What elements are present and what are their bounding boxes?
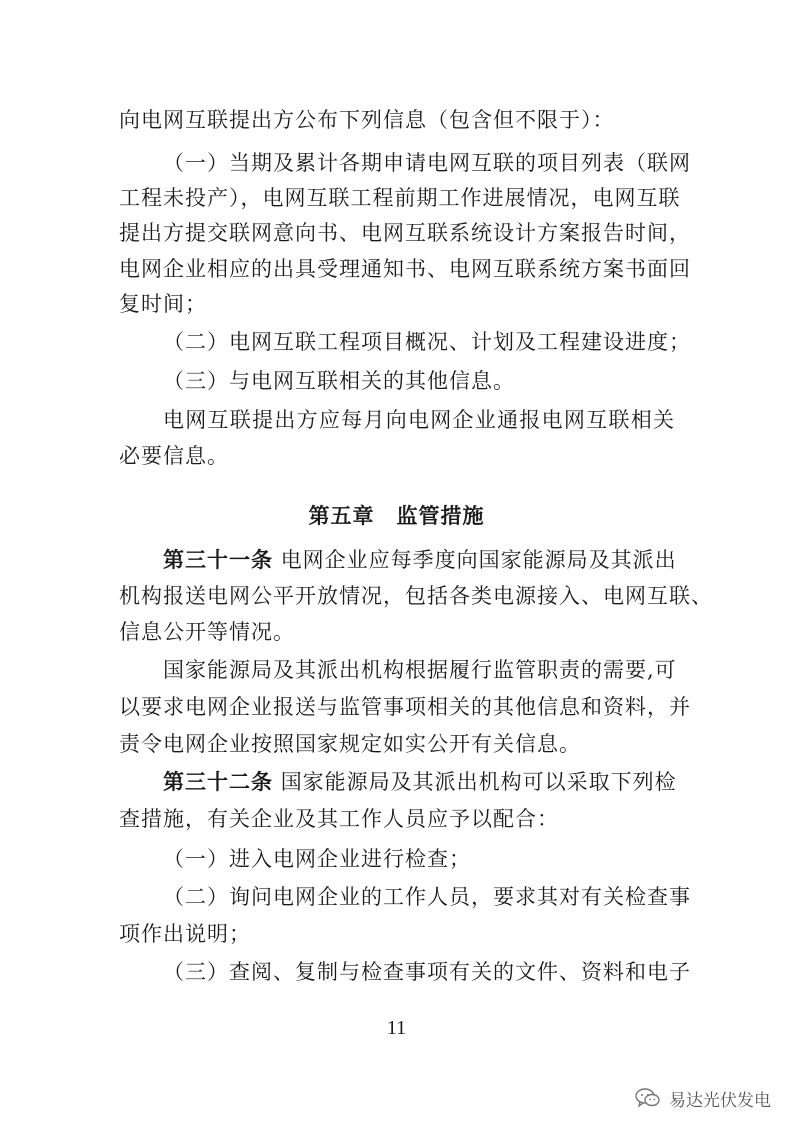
- body-line: 信息公开等情况。: [119, 620, 295, 644]
- list-item-line: （三）与电网互联相关的其他信息。: [163, 369, 515, 393]
- list-item-line: （二）电网互联工程项目概况、计划及工程建设进度；: [163, 330, 691, 354]
- list-item-line: （三）查阅、复制与检查事项有关的文件、资料和电子: [163, 960, 691, 984]
- paragraph-line: 国家能源局及其派出机构根据履行监管职责的需要,可: [163, 658, 677, 682]
- paragraph-line: 电网互联提出方应每月向电网企业通报电网互联相关: [163, 408, 675, 432]
- wechat-icon: [635, 1088, 661, 1108]
- body-line: 项作出说明；: [119, 922, 251, 946]
- body-line: 机构报送电网公平开放情况，包括各类电源接入、电网互联、: [119, 584, 713, 608]
- watermark-text: 易达光伏发电: [669, 1090, 771, 1111]
- list-item-line: （一）当期及累计各期申请电网互联的项目列表（联网: [163, 151, 691, 175]
- article-line: 第三十二条 国家能源局及其派出机构可以采取下列检: [163, 769, 677, 794]
- chapter-heading: 第五章 监管措施: [308, 504, 485, 528]
- article-number: 第三十一条: [163, 547, 273, 572]
- list-item-line: （一）进入电网企业进行检查；: [163, 847, 471, 871]
- article-number: 第三十二条: [163, 769, 273, 794]
- body-line: 以要求电网企业报送与监管事项相关的其他信息和资料，并: [119, 695, 691, 719]
- body-line: 工程未投产），电网互联工程前期工作进展情况，电网互联: [119, 186, 681, 210]
- watermark: [635, 1085, 771, 1111]
- body-line: 向电网互联提出方公布下列信息（包含但不限于）：: [119, 108, 615, 132]
- article-line: 第三十一条 电网企业应每季度向国家能源局及其派出: [163, 547, 677, 572]
- body-line: 电网企业相应的出具受理通知书、电网互联系统方案书面回: [119, 257, 691, 281]
- list-item-line: （二）询问电网企业的工作人员，要求其对有关检查事: [163, 885, 691, 909]
- body-line: 必要信息。: [119, 444, 229, 468]
- body-line: 责令电网企业按照国家规定如实公开有关信息。: [119, 732, 581, 756]
- body-line: 提出方提交联网意向书、电网互联系统设计方案报告时间，: [119, 221, 691, 245]
- page-number: 11: [386, 1017, 407, 1039]
- body-line: 查措施，有关企业及其工作人员应予以配合：: [119, 807, 559, 831]
- body-line: 复时间；: [119, 292, 207, 316]
